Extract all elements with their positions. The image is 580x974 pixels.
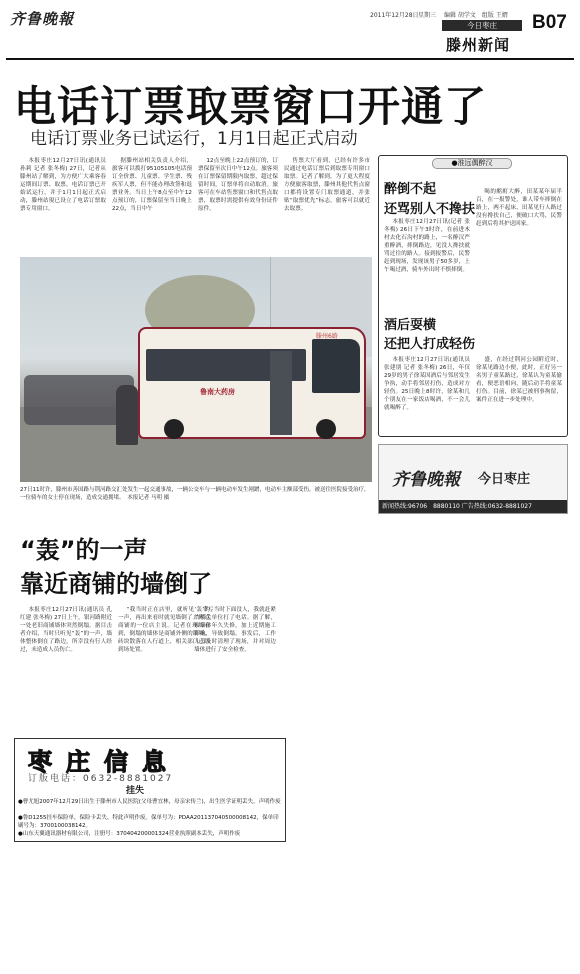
story1-headline-2: 还骂别人不搀扶: [384, 202, 476, 217]
news-photo: [20, 257, 372, 482]
section-tag: 今日枣庄: [442, 20, 522, 31]
section-title: 滕州新闻: [446, 36, 511, 54]
classified-notice-2: ●鲁D1255挂车保险单，保险卡丢失，特此声明作废。保单号为：PDAA201137040500008142，保单印刷号为：3700100038142。: [18, 815, 279, 829]
lead-column-3: 12点至晚上22点预订的，订票保留至次日中午12点。旅客须在订票保留期限内取票，超过保留时间，订票单将自动取消。旅客可在车站售票窗口和代售点取票，取票时需提供有效身份证件原件。: [198, 158, 278, 212]
story2-body-a: 本报枣庄12月27日讯(通讯员 张建朋 记者 张冬梅) 26日，年仅29岁的男子徐某因酒后与邻居发生争执，动手将邻居打伤，造成对方轻伤。25日晚上8时许，徐某和几个朋友在一家饭店喝酒，不一会儿就喝醉了。: [384, 357, 470, 411]
photo-caption: 27日11时许，滕州市善国路与荆河路交汇处发生一起交通事故，一辆公交车与一辆电动车发生剐蹭，电动车主额部受伤，被送往医院接受治疗，一位骑车的女士停在现场，造成交通拥堵。 本报记者 马明 摄: [20, 487, 370, 501]
bus-wheel-rear: [316, 419, 336, 439]
lead-subhead: 电话订票业务已试运行，1月1日起正式启动: [30, 129, 358, 149]
bus-sign: 滕州6路: [316, 333, 338, 340]
issue-weekday: 星期三: [418, 12, 437, 19]
bus-ad: 鲁南大药房: [200, 388, 235, 396]
story2-headline-1: 酒后耍横: [384, 318, 437, 333]
story-column-1: 本报枣庄12月27日讯(通讯员 孔红建 张冬梅) 27日上午，银河路附近一处老旧商铺墙体突然倒塌。据目击者介绍，当时只听见“轰”的一声，墙体整体倒在了路边，所幸没有行人经过，未造成人员伤亡。: [20, 607, 112, 653]
classified-section: 挂失: [126, 786, 145, 796]
bus: [138, 327, 366, 439]
issue-date: 2011年12月28日: [370, 12, 419, 19]
lead-headline: 电话订票取票窗口开通了: [14, 82, 488, 131]
story2-headline-2: 还把人打成轻伤: [384, 337, 476, 352]
story-column-3: 幸亏当时下面没人，我就赶紧给相关单位打了电话。据了解，该墙体年久失修，加上近期施工影响，导致倒塌。事发后，工作人员及时清理了现场，并对周边墙体进行了安全检查。: [194, 607, 276, 653]
story1-body-b: 喝的酩酊大醉，田某某年届半百，在一报警处，谁人带车摔倒在路上，两不起床，田某见行人路过没有搀扶自己，便破口大骂，民警赶到后将其护送回家。: [476, 189, 562, 227]
classified-phone: 订版电话：0632-8881027: [28, 774, 174, 784]
bus-door: [270, 351, 292, 435]
classified-title: 枣庄信息: [28, 748, 180, 776]
story-headline-2: 靠近商铺的墙倒了: [20, 570, 212, 598]
story2-body-b: 盛，在经过荆河公园附近时，徐某见路边小便，此时，正好另一名男子童某路过，徐某认为童某偷看，便恶语相向，随后动手将童某打伤。目前，徐某已被刑事拘留，案件正在进一步处理中。: [476, 357, 562, 403]
lead-column-4: 售票大厅看到，已经有许多市民通过电话订票后到取票专用窗口取票。记者了解到，为了更大程度方便旅客取票，滕州其他代售点窗口都将设置专门取票通道，并张贴“取票优先”标志，旅客可以就近去取票。: [284, 158, 370, 212]
ad-hotline: 新闻热线:96706 8880110 广告热线:0632-8881027: [379, 500, 567, 513]
lead-column-2: 据滕州站相关负责人介绍，旅客可以拨打95105105电话预订全价票、儿童票、学生票、残疾军人票，但不能办理改签和退票业务。当日上午8点至中午12点预订的，订票保留至当日晚上22点，当日中午: [112, 158, 192, 212]
classified-notice-3: ●山东天翼通讯器材有限公司，注册号：370404200001324营业执照副本丢失，声明作废: [18, 831, 241, 837]
editors-credit: 编辑 胡学文 组版 王婿: [444, 12, 508, 19]
bus-wheel-front: [164, 419, 184, 439]
lead-column-1: 本报枣庄12月27日讯(通讯员 孙莉 记者 张冬梅) 27日，记者从滕州站了解到，为方便广大乘客春运期间订票、取票，电话订票已开始试运行，并于1月1日起正式启动，滕州站現已设立了电话订票取票专用窗口。: [20, 158, 106, 212]
ad-brand: 齐鲁晚報: [392, 470, 460, 490]
scooter-rider: [116, 385, 138, 445]
story1-headline-1: 醉倒不起: [384, 182, 437, 197]
story-headline-1: “轰”的一声: [20, 536, 148, 564]
sidebar-column-label: ●淮远偶醉汉: [432, 158, 512, 169]
story1-body-a: 本报枣庄12月27日讯(记者 张冬梅) 26日下午3时许，在前进木村去化石沟村的路上，一名醉汉严重醉酒，摔倒路边，见没人搀扶就骂过往的路人。接到报警后，民警赶到现场，发现该男子50多岁，上午喝过酒，骑车外出时不慎摔倒。: [384, 219, 470, 273]
header-rule: [6, 58, 574, 60]
bus-windshield: [312, 339, 360, 393]
ad-tagline: 今日枣庄: [478, 472, 531, 487]
masthead-logo: 齐鲁晚報: [10, 10, 75, 28]
classified-notice-1: ●曹尤旭2007年12月29日出生于滕州市人民医院(父母曹宜林，母亲宋传兰)，出生医学证明丢失，声明作废: [18, 799, 281, 805]
page-number: B07: [532, 12, 567, 33]
story-column-2: “我当时正在店里，就听见‘轰’的一声，再出来看时就见墙倒了。”附近商铺的一位店主说。记者在现场看到，倒塌的墙体是商铺外侧的围墙，砖块散落在人行道上，相关部门已经到场处置。: [118, 607, 210, 653]
